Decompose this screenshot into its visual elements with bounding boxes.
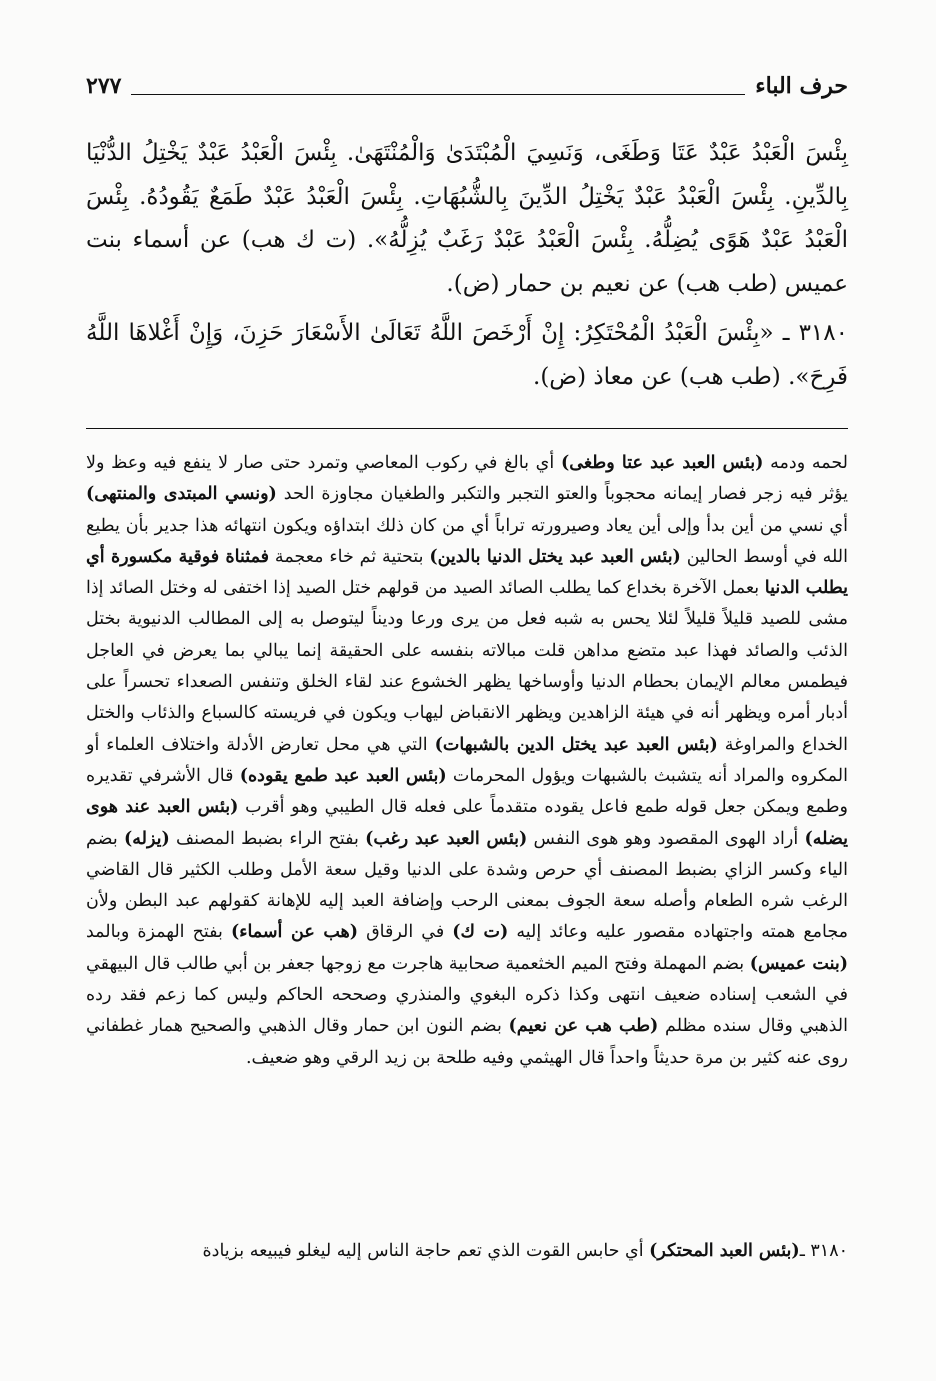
quoted-phrase: (بئس العبد المحتكر) [649,1241,800,1261]
text-run: بفتح الهمزة وبالمد [86,922,231,943]
text-run: بعمل الآخرة بخداع كما يطلب الصائد الصيد من قولهم ختل الصيد إذا اختفى له وختل الصائد إذا مشى للصيد قليلاً قليلاً لئلا يحس به شبه فعل من يرى ورعا وديناً ليتوصل به إلى المطالب الدنيوية بختل الذئب والصائد فهذا عبد متضع مداهن قلت مبالاته بنفسه على الحقيقة إنما يبالي بما يعرض في العاجل فيطمس معالم الإيمان بحطام الدنيا وأوساخها يظهر الخشوع عند لقاء الخلق وتنفس الصعداء تحسراً على أدبار أمره ويظهر أنه في هيئة الزاهدين ويظهر الانقباض ليهاب ويكون في فريسته كالسباع والذئاب والختل الخداع والمراوغة [86,578,848,755]
quoted-phrase: (ونسي المبتدى والمنتهى) [86,484,277,505]
commentary-text [86,448,848,1074]
quoted-phrase: (بئس العبد عبد عتا وطغى) [560,453,764,473]
text-run: في الرقاق [358,922,453,943]
quoted-phrase: (بئس العبد عبد طمع يقوده) [239,765,447,786]
text-run: التي هي محل تعارض الأدلة واختلاف العلماء أو المكروه والمراد أنه يتشبث بالشبهات ويؤول المحرمات [86,734,848,786]
quoted-phrase: (بئس العبد عبد رغب) [365,828,528,849]
text-run: أي حابس القوت الذي تعم حاجة الناس إليه ليغلو فيبيعه بزيادة [202,1241,650,1261]
entry-number: ٣١٨٠ ـ [799,1241,848,1261]
header-rule [131,94,745,95]
quoted-phrase: (يزله) [123,828,170,849]
hadith-paragraph: بِئْسَ الْعَبْدُ عَبْدٌ عَتَا وَطَغَى، وَنَسِيَ الْمُبْتَدَىٰ وَالْمُنْتَهَىٰ. بِئْسَ الْعَبْدُ عَبْدٌ يَخْتِلُ الدُّنْيَا بِالدِّينِ. بِئْسَ الْعَبْدُ عَبْدٌ يَخْتِلُ الدِّينَ بِالشُّبُهَاتِ. بِئْسَ الْعَبْدُ عَبْدٌ طَمَعٌ يَقُودُهُ. بِئْسَ الْعَبْدُ عَبْدٌ هَوًى يُضِلُّهُ. بِئْسَ الْعَبْدُ عَبْدٌ رَغَبٌ يُزِلُّهُ». (ت ك هب) عن أسماء بنت عميس (طب هب) عن نعيم بن حمار (ض). [86,140,848,297]
commentary-paragraph [86,448,848,1074]
quoted-phrase: (طب هب عن نعيم) [508,1016,659,1037]
hadith-text [86,132,848,399]
quoted-phrase: (بئس العبد عند هوى يضله) [86,797,848,849]
quoted-phrase: (ت ك) [452,922,509,943]
text-run: بتحتية ثم خاء معجمة [269,546,430,567]
text-run: بضم النون ابن حمار وقال الذهبي والصحيح همار غطفاني روى عنه كثير بن مرة حديثاً واحداً قال الهيثمي وفيه طلحة بن زيد الرقي وهو ضعيف. [86,1016,848,1068]
quoted-phrase: (بنت عميس) [749,953,849,974]
quoted-phrase: (بئس العبد عبد يختل الدين بالشبهات) [434,734,718,755]
quoted-phrase: فمثناة فوقية مكسورة أي يطلب الدنيا [86,546,849,599]
text-run: أي بالغ في ركوب المعاصي وتمرد حتى صار لا ينفع فيه وعظ ولا يؤثر فيه زجر فصار إيمانه محجوباً والعتو التجبر والتكبر والطغيان مجاوزة الحد [86,453,848,505]
page-header [86,70,848,102]
hadith-paragraph: ٣١٨٠ ـ «بِئْسَ الْعَبْدُ الْمُحْتَكِرُ: إِنْ أَرْخَصَ اللَّهُ تَعَالَىٰ الأَسْعَارَ حَزِنَ، وَإِنْ أَغْلاهَا اللَّهُ فَرِحَ». (طب هب) عن معاذ (ض). [86,320,848,390]
quoted-phrase: (بئس العبد عبد يختل الدنيا بالدين) [429,546,681,567]
text-run: أراد الهوى المقصود وهو هوى النفس [527,828,805,849]
page-number: ٢٧٧ [86,73,122,99]
quoted-phrase: (هب عن أسماء) [230,922,359,943]
chapter-title: حرف الباء [755,73,848,99]
section-divider [86,428,848,429]
text-run: لحمه ودمه [763,453,848,473]
text-run: بضم الياء وكسر الزاي بضبط المصنف أي حرص وشدة على الدنيا وقيل سعة الأمل وطلب الكثير قال القاضي الرغب شره الطعام وأصله سعة الجوف بمعنى الرحب وإضافة العبد إليه للإهانة كقولهم عبد البطن ولأن مجامع همته واجتهاده مقصور عليه وعائد إليه [86,828,849,943]
text-run: بضم المهملة وفتح الميم الخثعمية صحابية هاجرت مع زوجها جعفر بن أبي طالب قال البيهقي في الشعب إسناده ضعيف انتهى وكذا ذكره البغوي والمنذري وصححه الحاكم وليس كما زعم فقد رده الذهبي وقال سنده مظلم [86,953,848,1037]
text-run: بفتح الراء بضبط المصنف [169,828,366,849]
next-entry [86,1236,848,1266]
text-run: قال الأشرفي تقديره وطمع ويمكن جعل قوله طمع فاعل يقوده متقدماً على فعله قال الطيبي وهو أقرب [86,765,848,818]
text-run: أي نسي من أين بدأ وإلى أين يعاد وصيرورته تراباً أي من كان ذلك ابتداؤه ويكون انتهائه هذا جدير بأن يطيع الله في أوسط الحالين [86,515,848,567]
